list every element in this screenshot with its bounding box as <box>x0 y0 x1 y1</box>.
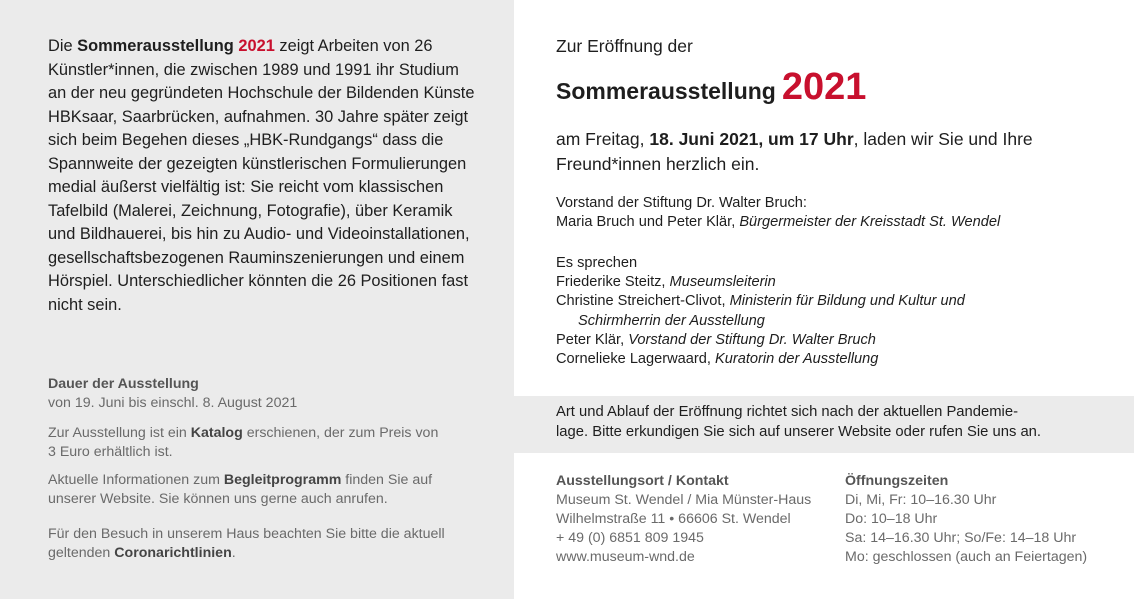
intro-line: nicht sein. <box>48 295 122 314</box>
corona-text: geltenden <box>48 545 115 561</box>
date-highlight: 18. Juni 2021, um 17 Uhr <box>649 129 854 149</box>
contact-phone: + 49 (0) 6851 809 1945 <box>556 530 704 546</box>
intro-exhibition-name: Sommerausstellung <box>77 37 239 55</box>
board-section <box>556 194 1000 232</box>
date-text: , laden wir Sie und Ihre <box>853 129 1033 149</box>
contact-website: www.museum-wnd.de <box>556 549 695 565</box>
intro-exhibition-year: 2021 <box>238 37 275 55</box>
notice-line: Art und Ablauf der Eröffnung richtet sich nach der aktuellen Pandemie- <box>556 404 1018 420</box>
board-line <box>556 213 1000 232</box>
duration-section <box>48 375 488 413</box>
intro-line: Tafelbild (Malerei, Zeichnung, Fotografie), über Keramik <box>48 201 453 220</box>
corona-section <box>48 525 488 563</box>
catalog-line <box>48 424 488 443</box>
invitation-intro: Zur Eröffnung der <box>556 36 693 56</box>
intro-paragraph <box>48 35 488 317</box>
intro-line: HBKsaar, Saarbrücken, aufnahmen. 30 Jahre später zeigt <box>48 107 469 126</box>
date-line <box>556 127 1033 152</box>
hours-line: Di, Mi, Fr: 10–16.30 Uhr <box>845 492 997 508</box>
speaker-item-continued <box>556 312 965 331</box>
corona-line <box>48 544 488 563</box>
intro-text: Die <box>48 37 78 55</box>
intro-line: sich beim Begehen dieses „HBK-Rundgangs“ dass die <box>48 131 444 149</box>
corona-keyword: Coronarichtlinien <box>114 545 232 561</box>
program-section <box>48 471 488 509</box>
hours-section <box>845 472 1087 567</box>
speaker-item <box>556 331 965 350</box>
intro-line: und Bildhauerei, bis hin zu Audio- und Videoinstallationen, <box>48 225 470 243</box>
speaker-name: Peter Klär, <box>556 331 629 348</box>
program-text: Aktuelle Informationen zum <box>48 472 224 488</box>
speaker-item <box>556 273 965 292</box>
contact-line: Wilhelmstraße 11 • 66606 St. Wendel <box>556 511 791 527</box>
catalog-text: Zur Ausstellung ist ein <box>48 425 191 441</box>
speaker-role: Ministerin für Bildung und Kultur und <box>729 293 965 310</box>
contact-line: Museum St. Wendel / Mia Münster-Haus <box>556 492 812 508</box>
corona-line: Für den Besuch in unserem Haus beachten Sie bitte die aktuell <box>48 526 445 542</box>
catalog-text: erschienen, der zum Preis von <box>242 425 439 441</box>
speaker-item <box>556 292 965 311</box>
pandemic-notice <box>514 396 1134 453</box>
corona-text: . <box>231 545 236 561</box>
speakers-section <box>556 254 965 369</box>
speaker-role: Kuratorin der Ausstellung <box>715 351 879 368</box>
catalog-section <box>48 424 488 462</box>
intro-text: zeigt Arbeiten von 26 <box>274 37 433 55</box>
hours-heading: Öffnungszeiten <box>845 473 949 489</box>
program-keyword: Begleitprogramm <box>223 472 342 488</box>
hours-line: Sa: 14–16.30 Uhr; So/Fe: 14–18 Uhr <box>845 530 1077 546</box>
intro-line: Künstler*innen, die zwischen 1989 und 1991 ihr Studium <box>48 60 459 79</box>
date-text: am Freitag, <box>556 129 650 149</box>
speaker-role: Vorstand der Stiftung Dr. Walter Bruch <box>628 331 876 348</box>
catalog-line: 3 Euro erhältlich ist. <box>48 444 173 460</box>
catalog-keyword: Katalog <box>190 425 243 441</box>
intro-line: an der neu gegründeten Hochschule der Bildenden Künste <box>48 84 475 102</box>
intro-line: Spannweite der gezeigten künstlerischen Formulierungen <box>48 154 467 173</box>
board-names: Maria Bruch und Peter Klär, <box>556 214 740 231</box>
speakers-heading: Es sprechen <box>556 255 638 271</box>
intro-line: gesellschaftsbezogenen Rauminszenierungen und einem <box>48 248 465 267</box>
contact-section <box>556 472 811 567</box>
date-line: Freund*innen herzlich ein. <box>556 154 760 174</box>
duration-heading: Dauer der Ausstellung <box>48 376 199 392</box>
exhibition-title-year: 2021 <box>781 66 867 108</box>
intro-line <box>48 35 488 59</box>
invitation-date <box>556 127 1033 177</box>
notice-line: lage. Bitte erkundigen Sie sich auf unserer Website oder rufen Sie uns an. <box>556 424 1042 440</box>
intro-line: Hörspiel. Unterschiedlicher könnten die 26 Positionen fast <box>48 272 469 290</box>
program-line: unserer Website. Sie können uns gerne auch anrufen. <box>48 491 388 507</box>
program-text: finden Sie auf <box>341 472 433 488</box>
speaker-name: Cornelieke Lagerwaard, <box>556 351 715 368</box>
hours-line: Mo: geschlossen (auch an Feiertagen) <box>845 549 1088 565</box>
speaker-role: Schirmherrin der Ausstellung <box>578 312 765 329</box>
exhibition-title <box>556 66 866 109</box>
pandemic-notice-text <box>556 402 1041 442</box>
intro-line: medial äußerst vielfältig ist: Sie reicht vom klassischen <box>48 178 444 196</box>
speaker-name: Christine Streichert-Clivot, <box>556 293 730 310</box>
program-line <box>48 471 488 490</box>
duration-text: von 19. Juni bis einschl. 8. August 2021 <box>48 395 298 411</box>
speaker-role: Museumsleiterin <box>669 274 776 291</box>
board-line: Vorstand der Stiftung Dr. Walter Bruch: <box>556 195 807 211</box>
speaker-name: Friederike Steitz, <box>556 274 670 291</box>
hours-line: Do: 10–18 Uhr <box>845 511 938 527</box>
contact-heading: Ausstellungsort / Kontakt <box>556 473 729 489</box>
exhibition-title-word: Sommerausstellung <box>556 78 776 104</box>
speaker-item <box>556 350 965 369</box>
board-role: Bürgermeister der Kreisstadt St. Wendel <box>739 214 1001 231</box>
